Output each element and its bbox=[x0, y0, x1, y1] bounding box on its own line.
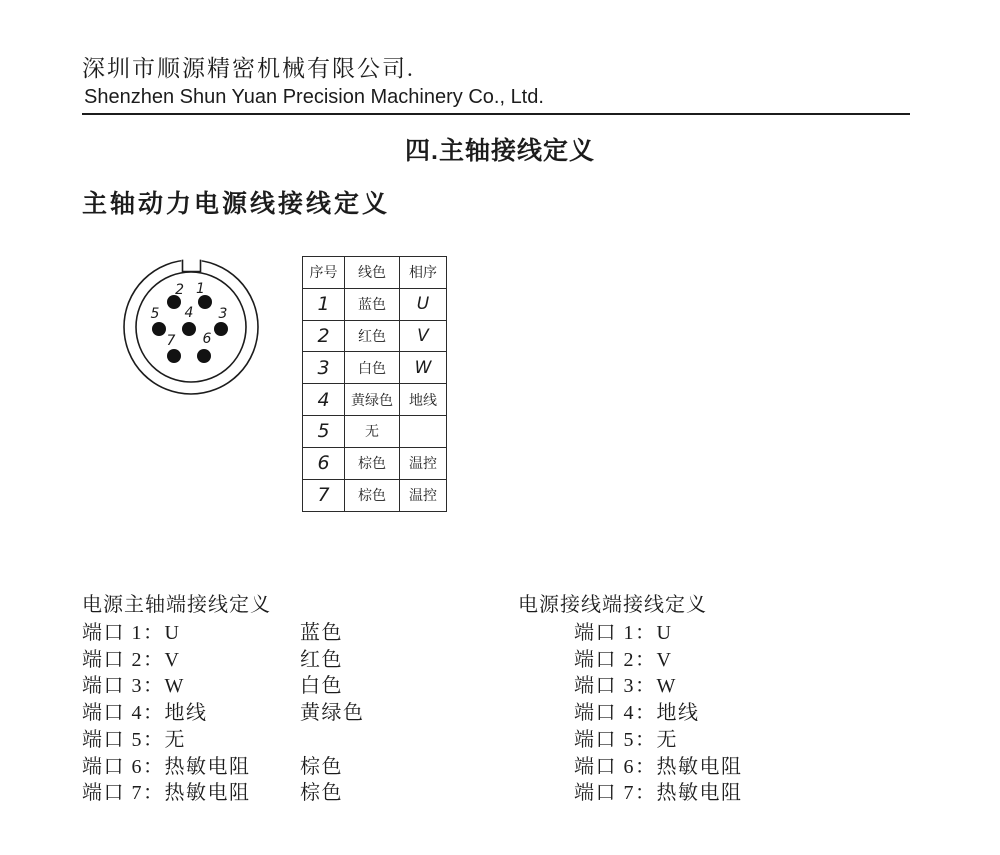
table-cell: 1 bbox=[303, 289, 345, 321]
port-label: 端口 6：热敏电阻 bbox=[82, 755, 251, 778]
list-item bbox=[82, 620, 365, 647]
company-name-english: Shenzhen Shun Yuan Precision Machinery Co., Ltd. bbox=[84, 86, 544, 108]
wire-color: 黄绿色 bbox=[300, 702, 365, 725]
list-item: 端口 7：热敏电阻 bbox=[574, 782, 743, 805]
wire-color: 红色 bbox=[300, 648, 343, 671]
pin-4-dot bbox=[182, 322, 196, 336]
pin-3-dot bbox=[214, 322, 228, 336]
power-end-title: 电源接线端接线定义 bbox=[518, 594, 707, 616]
table-cell: 棕色 bbox=[345, 480, 400, 512]
list-item: 端口 3：W bbox=[574, 675, 677, 698]
header-divider bbox=[82, 113, 910, 115]
pin-1-dot bbox=[198, 295, 212, 309]
table-cell: 7 bbox=[303, 480, 345, 512]
power-end-definition-list bbox=[518, 592, 743, 807]
table-header-seq: 序号 bbox=[303, 257, 345, 289]
page-subtitle: 主轴动力电源线接线定义 bbox=[82, 190, 391, 218]
list-item bbox=[82, 727, 365, 754]
list-item bbox=[82, 673, 365, 700]
port-label: 端口 5：无 bbox=[82, 728, 186, 751]
wire-color: 棕色 bbox=[300, 755, 343, 778]
wiring-table bbox=[302, 256, 447, 512]
pin-7-dot bbox=[167, 349, 181, 363]
list-item: 端口 4：地线 bbox=[574, 702, 700, 725]
port-label: 端口 1：U bbox=[82, 622, 181, 644]
table-cell: V bbox=[400, 321, 446, 353]
spindle-end-title: 电源主轴端接线定义 bbox=[82, 594, 271, 616]
pin-2-label: 2 bbox=[175, 282, 184, 298]
table-cell: 温控 bbox=[400, 448, 446, 480]
table-header-color: 线色 bbox=[345, 257, 400, 289]
pin-6-label: 6 bbox=[202, 331, 212, 347]
table-cell: 2 bbox=[303, 321, 345, 353]
table-cell: W bbox=[400, 352, 446, 384]
table-cell: 白色 bbox=[345, 352, 400, 384]
table-cell: U bbox=[400, 289, 446, 321]
wire-color: 棕色 bbox=[300, 782, 343, 805]
pin-3-label: 3 bbox=[218, 306, 228, 322]
table-cell: 6 bbox=[303, 448, 345, 480]
wire-color: 蓝色 bbox=[300, 622, 343, 644]
pin-7-label: 7 bbox=[166, 333, 176, 349]
table-cell: 蓝色 bbox=[345, 289, 400, 321]
port-label: 端口 4：地线 bbox=[82, 702, 208, 725]
table-cell: 棕色 bbox=[345, 448, 400, 480]
table-cell: 红色 bbox=[345, 321, 400, 353]
list-item: 端口 2：V bbox=[574, 648, 673, 671]
table-cell: 无 bbox=[345, 416, 400, 448]
pin-1-label: 1 bbox=[196, 281, 205, 297]
connector-diagram bbox=[111, 247, 271, 407]
pin-4-label: 4 bbox=[184, 305, 194, 321]
keyway-mask bbox=[181, 255, 201, 271]
table-cell: 4 bbox=[303, 384, 345, 416]
pin-5-dot bbox=[152, 322, 166, 336]
port-label: 端口 7：热敏电阻 bbox=[82, 782, 251, 805]
table-cell: 5 bbox=[303, 416, 345, 448]
section-title: 四.主轴接线定义 bbox=[405, 137, 595, 165]
list-item bbox=[82, 700, 365, 727]
port-label: 端口 3：W bbox=[82, 675, 185, 698]
table-header-phase: 相序 bbox=[400, 257, 446, 289]
port-label: 端口 2：V bbox=[82, 648, 181, 671]
table-cell: 地线 bbox=[400, 384, 446, 416]
company-name-chinese: 深圳市顺源精密机械有限公司. bbox=[82, 56, 415, 81]
list-item bbox=[82, 647, 365, 674]
list-item: 端口 6：热敏电阻 bbox=[574, 755, 743, 778]
table-cell: 温控 bbox=[409, 489, 437, 505]
list-item: 端口 1：U bbox=[574, 622, 673, 644]
table-cell bbox=[400, 416, 446, 448]
pin-6-dot bbox=[197, 349, 211, 363]
table-cell: 黄绿色 bbox=[345, 384, 400, 416]
table-cell: 3 bbox=[303, 352, 345, 384]
list-item: 端口 5：无 bbox=[574, 728, 678, 751]
pin-5-label: 5 bbox=[150, 306, 160, 322]
wire-color: 白色 bbox=[300, 675, 343, 698]
list-item bbox=[82, 780, 365, 807]
spindle-end-definition-list bbox=[82, 592, 365, 807]
list-item bbox=[82, 754, 365, 781]
